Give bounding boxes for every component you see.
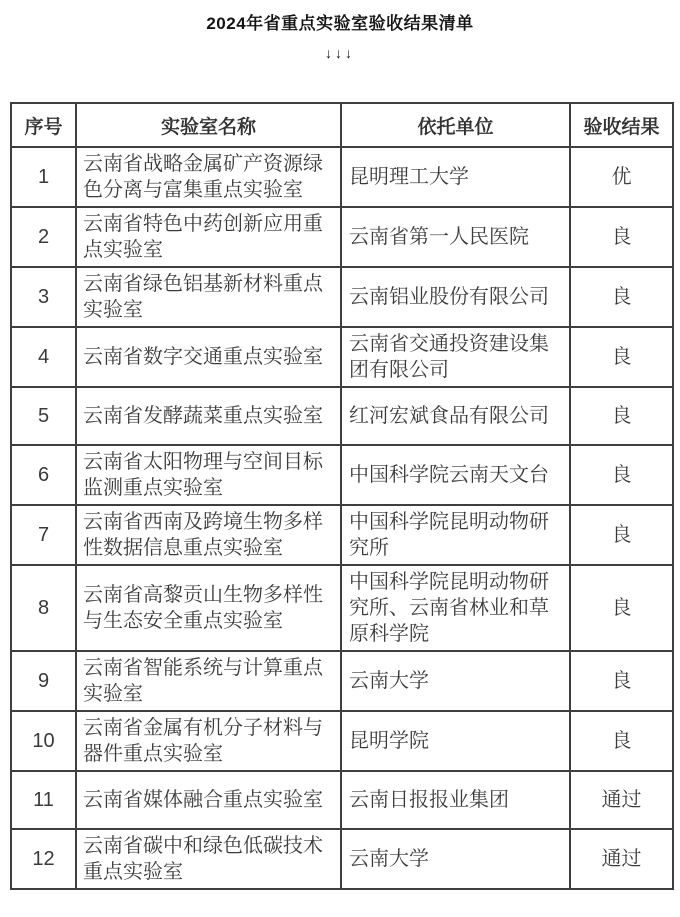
table-row — [11, 771, 673, 829]
cell-lab-name: 云南省战略金属矿产资源绿色分离与富集重点实验室 — [76, 147, 341, 207]
cell-row-number: 12 — [11, 829, 76, 889]
cell-acceptance-result: 良 — [570, 565, 673, 651]
cell-row-number: 10 — [11, 711, 76, 771]
cell-row-number: 8 — [11, 565, 76, 651]
cell-acceptance-result: 良 — [570, 651, 673, 711]
table-row — [11, 565, 673, 651]
table-row — [11, 327, 673, 387]
cell-row-number: 4 — [11, 327, 76, 387]
cell-acceptance-result: 良 — [570, 387, 673, 445]
cell-lab-name: 云南省高黎贡山生物多样性与生态安全重点实验室 — [76, 565, 341, 651]
table-row — [11, 445, 673, 505]
cell-row-number: 7 — [11, 505, 76, 565]
cell-acceptance-result: 良 — [570, 711, 673, 771]
cell-supporting-org: 中国科学院昆明动物研究所 — [341, 505, 570, 565]
cell-acceptance-result: 优 — [570, 147, 673, 207]
cell-acceptance-result: 通过 — [570, 829, 673, 889]
table-row — [11, 651, 673, 711]
cell-lab-name: 云南省发酵蔬菜重点实验室 — [76, 387, 341, 445]
table-row — [11, 267, 673, 327]
cell-lab-name: 云南省碳中和绿色低碳技术重点实验室 — [76, 829, 341, 889]
cell-lab-name: 云南省特色中药创新应用重点实验室 — [76, 207, 341, 267]
table-header-row — [11, 103, 673, 147]
cell-acceptance-result: 良 — [570, 327, 673, 387]
cell-acceptance-result: 通过 — [570, 771, 673, 829]
header-result: 验收结果 — [570, 103, 673, 147]
cell-lab-name: 云南省数字交通重点实验室 — [76, 327, 341, 387]
cell-supporting-org: 云南省交通投资建设集团有限公司 — [341, 327, 570, 387]
cell-row-number: 1 — [11, 147, 76, 207]
table-row — [11, 829, 673, 889]
cell-acceptance-result: 良 — [570, 267, 673, 327]
cell-lab-name: 云南省媒体融合重点实验室 — [76, 771, 341, 829]
cell-supporting-org: 云南大学 — [341, 829, 570, 889]
cell-row-number: 2 — [11, 207, 76, 267]
cell-supporting-org: 云南铝业股份有限公司 — [341, 267, 570, 327]
cell-supporting-org: 昆明学院 — [341, 711, 570, 771]
cell-acceptance-result: 良 — [570, 207, 673, 267]
header-lab: 实验室名称 — [76, 103, 341, 147]
cell-row-number: 6 — [11, 445, 76, 505]
table-row — [11, 387, 673, 445]
table-body — [11, 147, 673, 889]
cell-lab-name: 云南省太阳物理与空间目标监测重点实验室 — [76, 445, 341, 505]
cell-lab-name: 云南省绿色铝基新材料重点实验室 — [76, 267, 341, 327]
cell-supporting-org: 中国科学院昆明动物研究所、云南省林业和草原科学院 — [341, 565, 570, 651]
cell-supporting-org: 云南日报报业集团 — [341, 771, 570, 829]
page-title: 2024年省重点实验室验收结果清单 — [206, 14, 474, 33]
cell-lab-name: 云南省金属有机分子材料与器件重点实验室 — [76, 711, 341, 771]
cell-lab-name: 云南省西南及跨境生物多样性数据信息重点实验室 — [76, 505, 341, 565]
cell-acceptance-result: 良 — [570, 445, 673, 505]
cell-acceptance-result: 良 — [570, 505, 673, 565]
cell-supporting-org: 昆明理工大学 — [341, 147, 570, 207]
header-org: 依托单位 — [341, 103, 570, 147]
cell-supporting-org: 云南大学 — [341, 651, 570, 711]
table-row — [11, 505, 673, 565]
cell-row-number: 5 — [11, 387, 76, 445]
cell-lab-name: 云南省智能系统与计算重点实验室 — [76, 651, 341, 711]
cell-supporting-org: 云南省第一人民医院 — [341, 207, 570, 267]
table-row — [11, 711, 673, 771]
cell-row-number: 3 — [11, 267, 76, 327]
cell-row-number: 9 — [11, 651, 76, 711]
down-arrows-icon: ↓↓↓ — [325, 45, 355, 61]
cell-supporting-org: 红河宏斌食品有限公司 — [341, 387, 570, 445]
table-row — [11, 207, 673, 267]
results-table — [10, 102, 674, 890]
cell-supporting-org: 中国科学院云南天文台 — [341, 445, 570, 505]
table-row — [11, 147, 673, 207]
header-no: 序号 — [11, 103, 76, 147]
cell-row-number: 11 — [11, 771, 76, 829]
